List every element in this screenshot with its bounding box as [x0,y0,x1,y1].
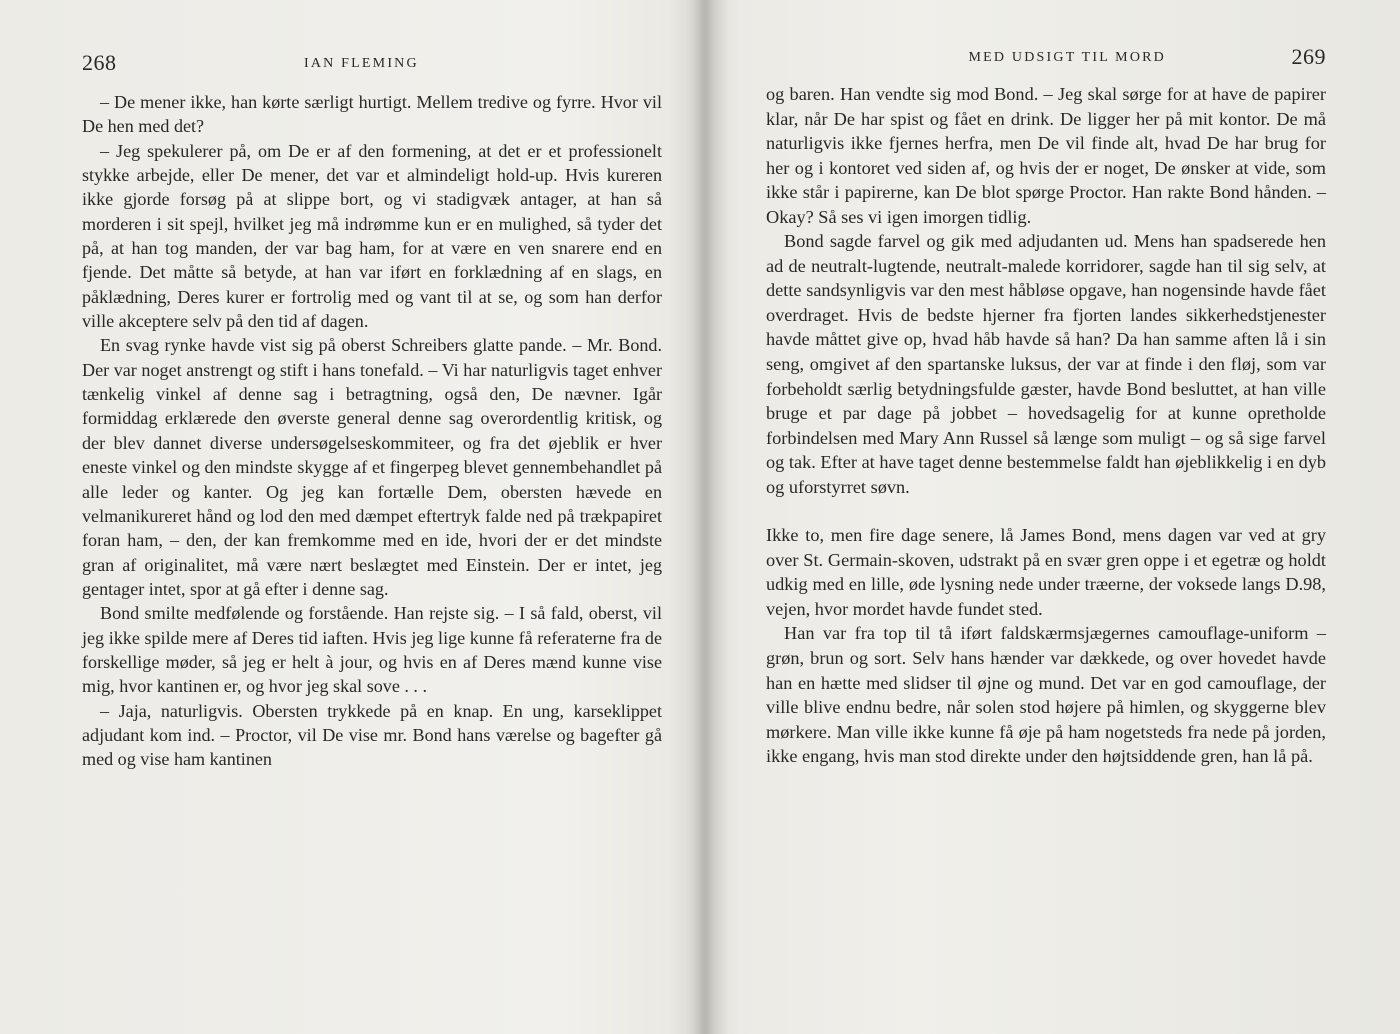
section-break [766,499,1326,523]
right-page-header [766,44,1326,84]
paragraph: – De mener ikke, han kørte særligt hurtigt. Mellem tredive og fyrre. Hvor vil De hen med det? [82,92,662,137]
paragraph: – Jeg spekulerer på, om De er af den formening, at det er et professionelt stykke arbejde, eller De mener, det var et almindeligt hold-up. Hvis kureren ikke gjorde forsøg på at slippe bort, og vi stadigvæk antager, at han så morderen i sit spejl, hvilket jeg må indrømme kun er en mulighed, så tyder det på, at han tog manden, der var bag ham, for at være en ven snarere end en fjende. Det måtte så betyde, at han var iført en forklædning af en slags, en påklædning, Deres kurer er fortrolig med og vant til at se, og som han derfor ville akceptere selv på den tid af dagen. [82,140,662,332]
paragraph-continuation: og baren. Han vendte sig mod Bond. – Jeg skal sørge for at have de papirer klar, når De har spist og fået en drink. De ligger her på mit kontor. De må naturligvis ikke fjernes herfra, men De vil finde alt, hvad De har brug for her og i kontoret ved siden af, og hvis der er noget, De ønsker at vide, som ikke står i papirerne, kan De blot spørge Proctor. Han rakte Bond hånden. – Okay? Så ses vi igen imorgen tidlig. [766,84,1326,227]
running-head: IAN FLEMING [304,56,419,71]
left-page-header [82,50,662,84]
right-page-body [766,82,1326,769]
left-page-body [82,90,662,772]
paragraph: Bond smilte medfølende og forstående. Han rejste sig. – I så fald, oberst, vil jeg ikke spilde mere af Deres tid iaften. Hvis jeg lige kunne få referaterne fra de forskellige møder, så jeg er helt à jour, og hvis en af Deres mænd kunne vise mig, hvor kantinen er, og hvor jeg skal sove . . . [82,603,662,697]
paragraph: – Jaja, naturligvis. Obersten trykkede på en knap. En ung, karseklippet adjudant kom ind. – Proctor, vil De vise mr. Bond hans værelse og bagefter gå med og vise ham kantinen [82,700,662,770]
book-gutter [668,0,740,1034]
running-head: MED UDSIGT TIL MORD [968,50,1166,65]
paragraph: En svag rynke havde vist sig på oberst Schreibers glatte pande. – Mr. Bond. Der var noget anstrengt og stift i hans tonefald. – Vi har naturligvis taget enhver tænkelig vinkel af denne sag i betragtning, også den, De nævner. Igår formiddag erklærede den øverste general denne sag overordentlig kritisk, og der blev dannet diverse undersøgelseskommiteer, og fra det øjeblik er hver eneste vinkel og den mindste skygge af et fingerpeg blevet gennembehandlet på alle leder og kanter. Og jeg kan fortælle Dem, obersten hævede en velmanikureret hånd og lod den med dæmpet eftertryk falde ned på trækpapiret foran ham, – den, der kan fremkomme med en ide, hvori der er det mindste gran af originalitet, må være nært beslægtet med Einstein. Der er intet, jeg gentager intet, spor at gå efter i denne sag. [82,335,662,599]
paragraph: Han var fra top til tå iført faldskærmsjægernes camouflage-uniform – grøn, brun og sort. Selv hans hænder var dækkede, og over hovedet havde han en hætte med slidser til øjne og mund. Det var en god camouflage, der ville blive endnu bedre, når solen stod højere på himlen, og skyggerne blev mørkere. Man ville ikke kunne få øje på ham nogetsteds fra nede på jorden, ikke engang, hvis man stod direkte under den højtsiddende gren, han lå på. [766,623,1326,767]
paragraph: Bond sagde farvel og gik med adjudanten ud. Mens han spadserede hen ad de neutralt-lugtende, neutralt-malede korridorer, sagde han til sig selv, at dette sandsynligvis var den mest håbløse opgave, han nogensinde havde fået overdraget. Hvis de bedste hjerner fra fjorten landes sikkerhedstjenester havde måttet give op, hvad håb havde så han? Da han samme aften lå i sin seng, omgivet af den spartanske luksus, der var at finde i den fløj, som var forbeholdt særlig betydningsfulde gæster, havde Bond besluttet, at han ville bruge et par dage på jobbet – hovedsagelig for at kunne opretholde forbindelsen med Mary Ann Russel så længe som muligt – og så sige farvel og tak. Efter at have taget denne bestemmelse faldt han øjeblikkelig i en dyb og uforstyrret søvn. [766,231,1326,497]
section-first-paragraph: Ikke to, men fire dage senere, lå James Bond, mens dagen var ved at gry over St. Germain-skoven, udstrakt på en svær gren oppe i et egetræ og holdt udkig med en lille, øde lysning nede under træerne, der voksede langs D.98, vejen, hvor mordet havde fundet sted. [766,525,1326,619]
page-number: 268 [82,50,117,75]
page-number: 269 [1291,44,1326,69]
